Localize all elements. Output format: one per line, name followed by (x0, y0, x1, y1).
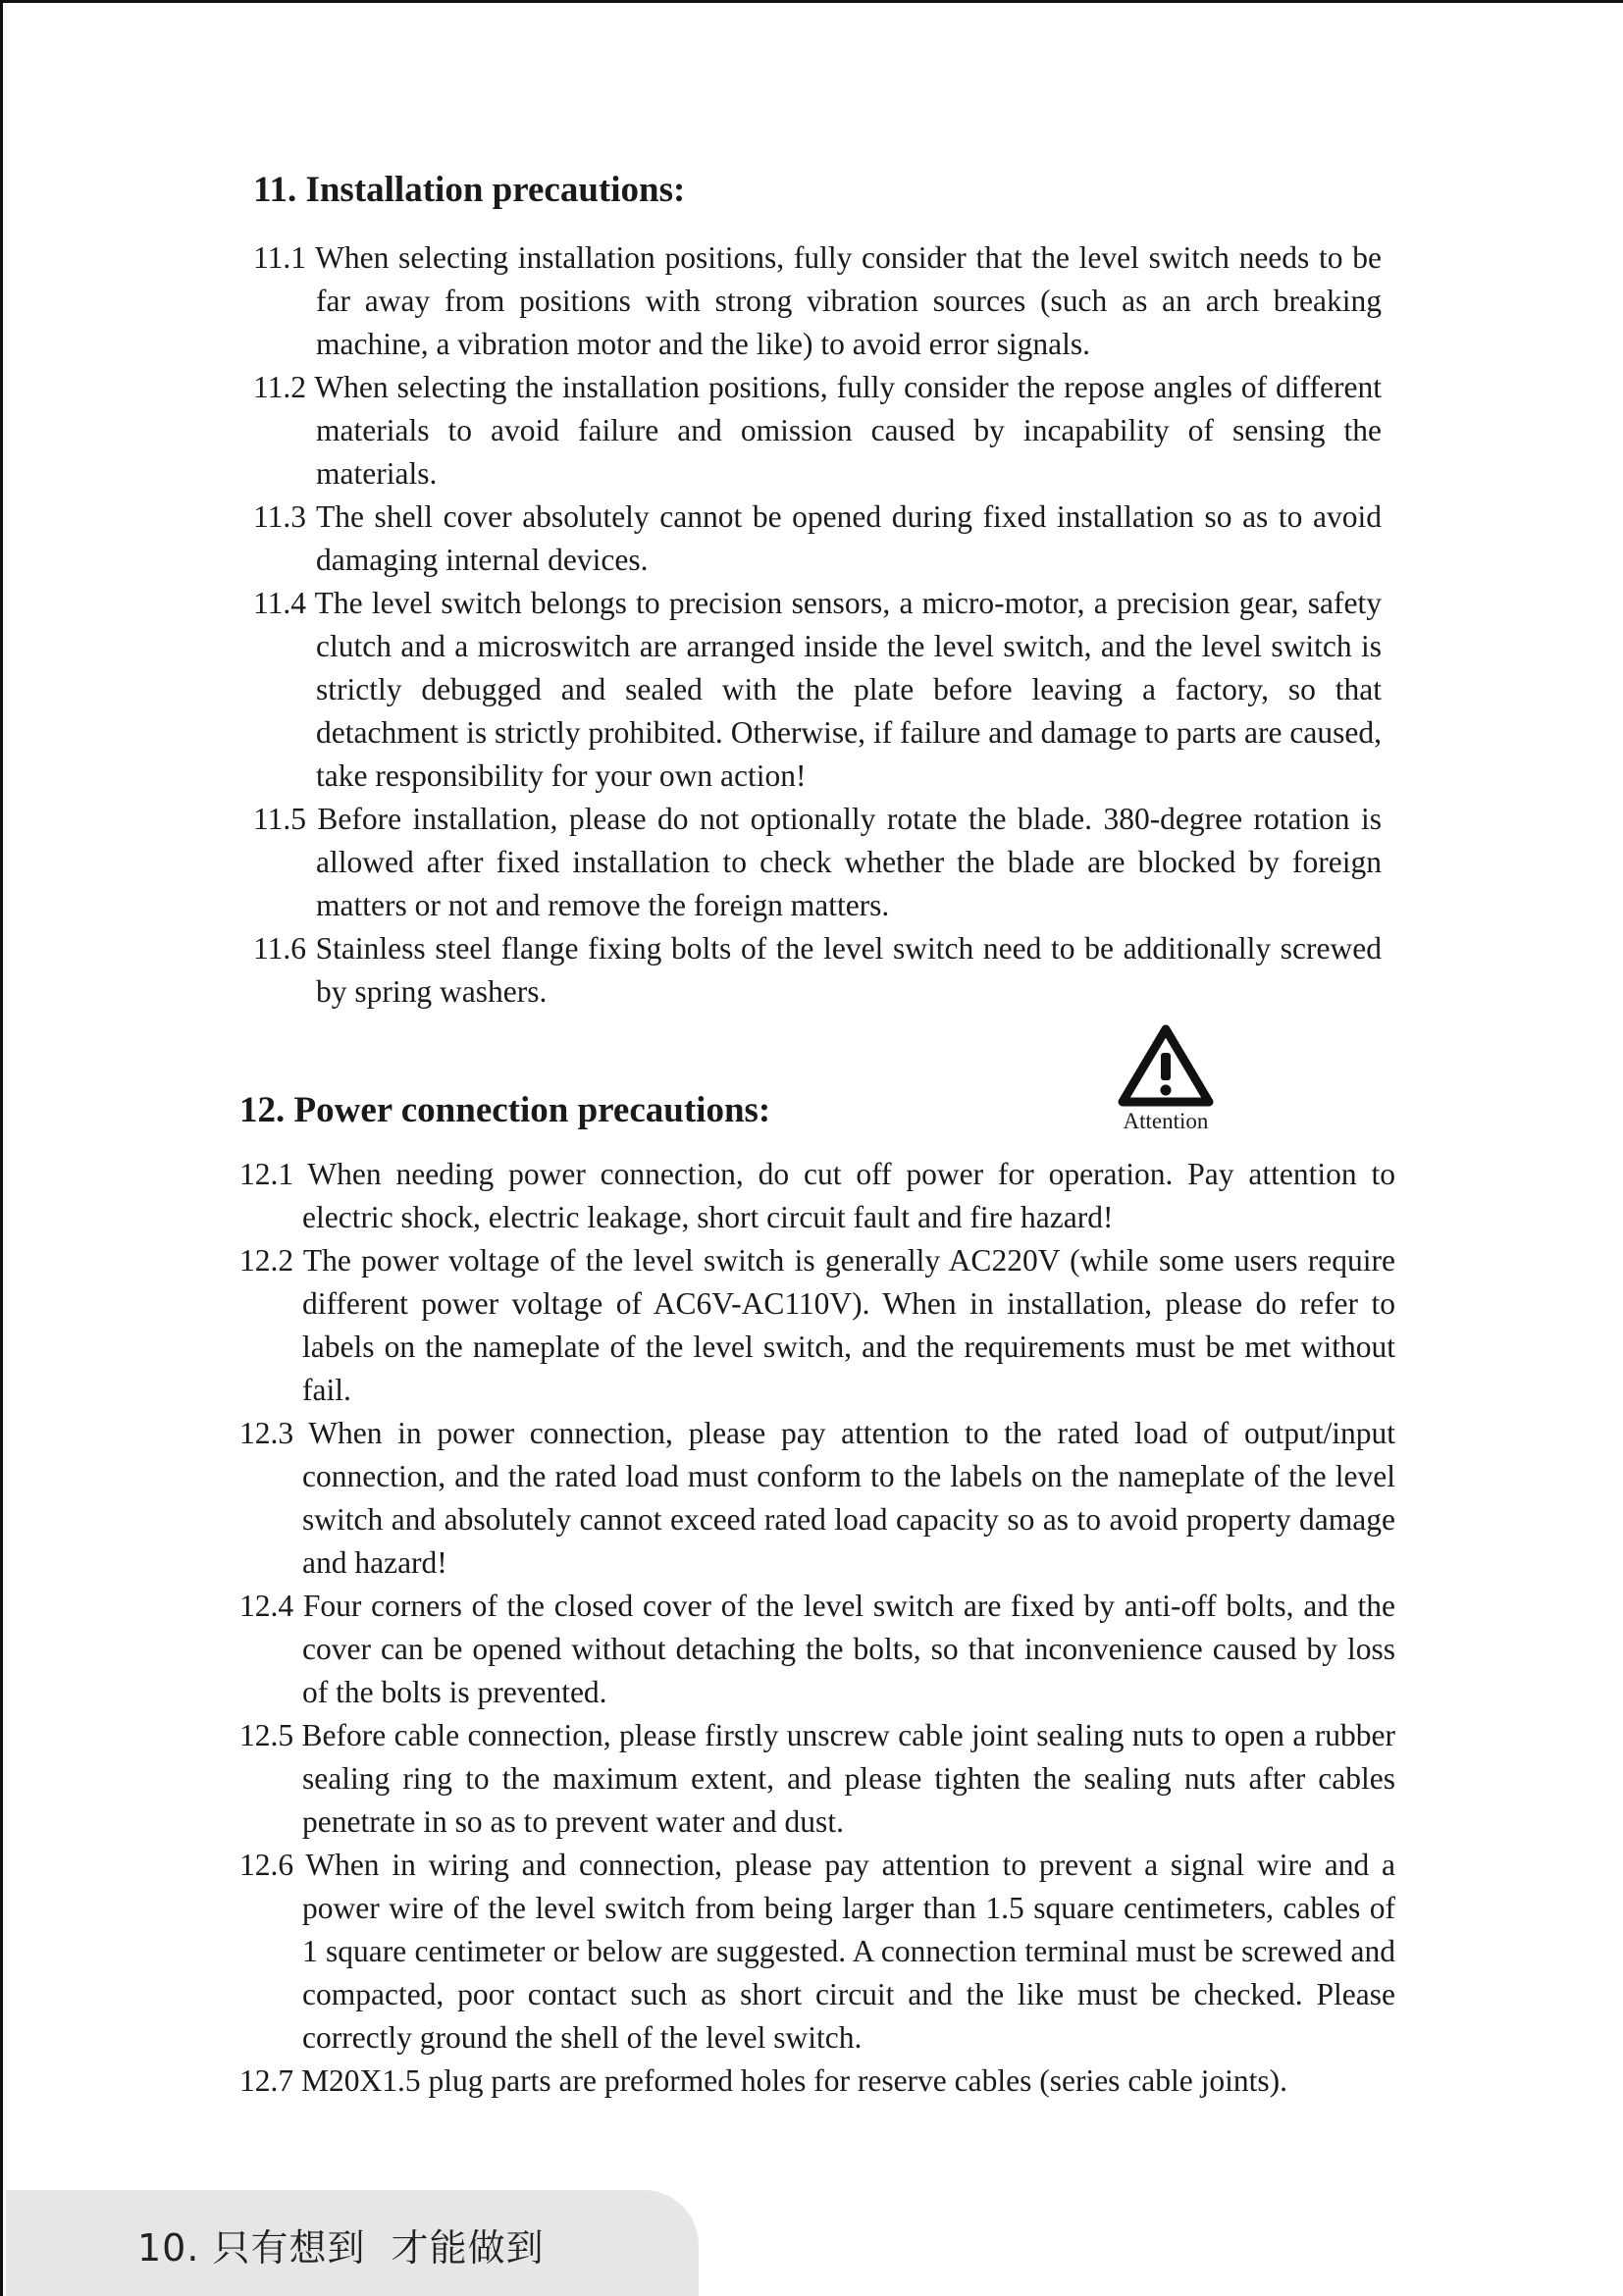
section-11-list (253, 236, 1382, 1014)
list-item-11-2: 11.2 When selecting the installation positions, fully consider the repose angles of different materials to avoid failure and omission caused by incapability of sensing the materials. (253, 370, 1382, 491)
page-border-left (0, 0, 3, 2296)
list-item-12-7: 12.7 M20X1.5 plug parts are preformed holes for reserve cables (series cable joints). (239, 2063, 1288, 2098)
section-11-title: 11. Installation precautions: (253, 170, 686, 210)
list-item-12-5: 12.5 Before cable connection, please firstly unscrew cable joint sealing nuts to open a rubber sealing ring to the maximum extent, and please tighten the sealing nuts after cables penetrate in so as to prevent water and dust. (239, 1718, 1395, 1839)
list-item-11-4: 11.4 The level switch belongs to precision sensors, a micro-motor, a precision gear, safety clutch and a microswitch are arranged inside the level switch, and the level switch is strictly debugged and sealed with the plate before leaving a factory, so that detachment is strictly prohibited. Otherwise, if failure and damage to parts are caused, take responsibility for your own action! (253, 586, 1382, 793)
list-item-11-6: 11.6 Stainless steel flange fixing bolts of the level switch need to be additionally screwed by spring washers. (253, 931, 1382, 1009)
attention-sign (1115, 1023, 1217, 1131)
list-item-11-3: 11.3 The shell cover absolutely cannot be opened during fixed installation so as to avoid damaging internal devices. (253, 499, 1382, 577)
list-item-12-3: 12.3 When in power connection, please pay attention to the rated load of output/input connection, and the rated load must conform to the labels on the nameplate of the level switch and absolutely cannot exceed rated load capacity so as to avoid property damage and hazard! (239, 1416, 1395, 1580)
footer-page-label: 10. 只有想到 才能做到 (137, 2226, 545, 2270)
attention-label: Attention (1123, 1109, 1209, 1133)
list-item-12-2: 12.2 The power voltage of the level switch is generally AC220V (while some users require different power voltage of AC6V-AC110V). When in installation, please do refer to labels on the nameplate of the level switch, and the requirements must be met without fail. (239, 1243, 1395, 1407)
list-item-12-4: 12.4 Four corners of the closed cover of the level switch are fixed by anti-off bolts, and the cover can be opened without detaching the bolts, so that inconvenience caused by loss of the bolts is prevented. (239, 1589, 1395, 1709)
page-border-top (0, 0, 1623, 3)
section-12-list (239, 1153, 1395, 2103)
list-item-11-1: 11.1 When selecting installation positions, fully consider that the level switch needs to be far away from positions with strong vibration sources (such as an arch breaking machine, a vibration motor and the like) to avoid error signals. (253, 240, 1382, 361)
warning-triangle-icon (1117, 1023, 1215, 1108)
list-item-11-5: 11.5 Before installation, please do not optionally rotate the blade. 380-degree rotation is allowed after fixed installation to check whether the blade are blocked by foreign matters or not and remove the foreign matters. (253, 802, 1382, 922)
section-12-title: 12. Power connection precautions: (239, 1090, 771, 1130)
list-item-12-6: 12.6 When in wiring and connection, please pay attention to prevent a signal wire and a power wire of the level switch from being larger than 1.5 square centimeters, cables of 1 square centimeter or below are suggested. A connection terminal must be screwed and compacted, poor contact such as short circuit and the like must be checked. Please correctly ground the shell of the level switch. (239, 1848, 1395, 2055)
list-item-12-1: 12.1 When needing power connection, do cut off power for operation. Pay attention to electric shock, electric leakage, short circuit fault and fire hazard! (239, 1157, 1395, 1234)
